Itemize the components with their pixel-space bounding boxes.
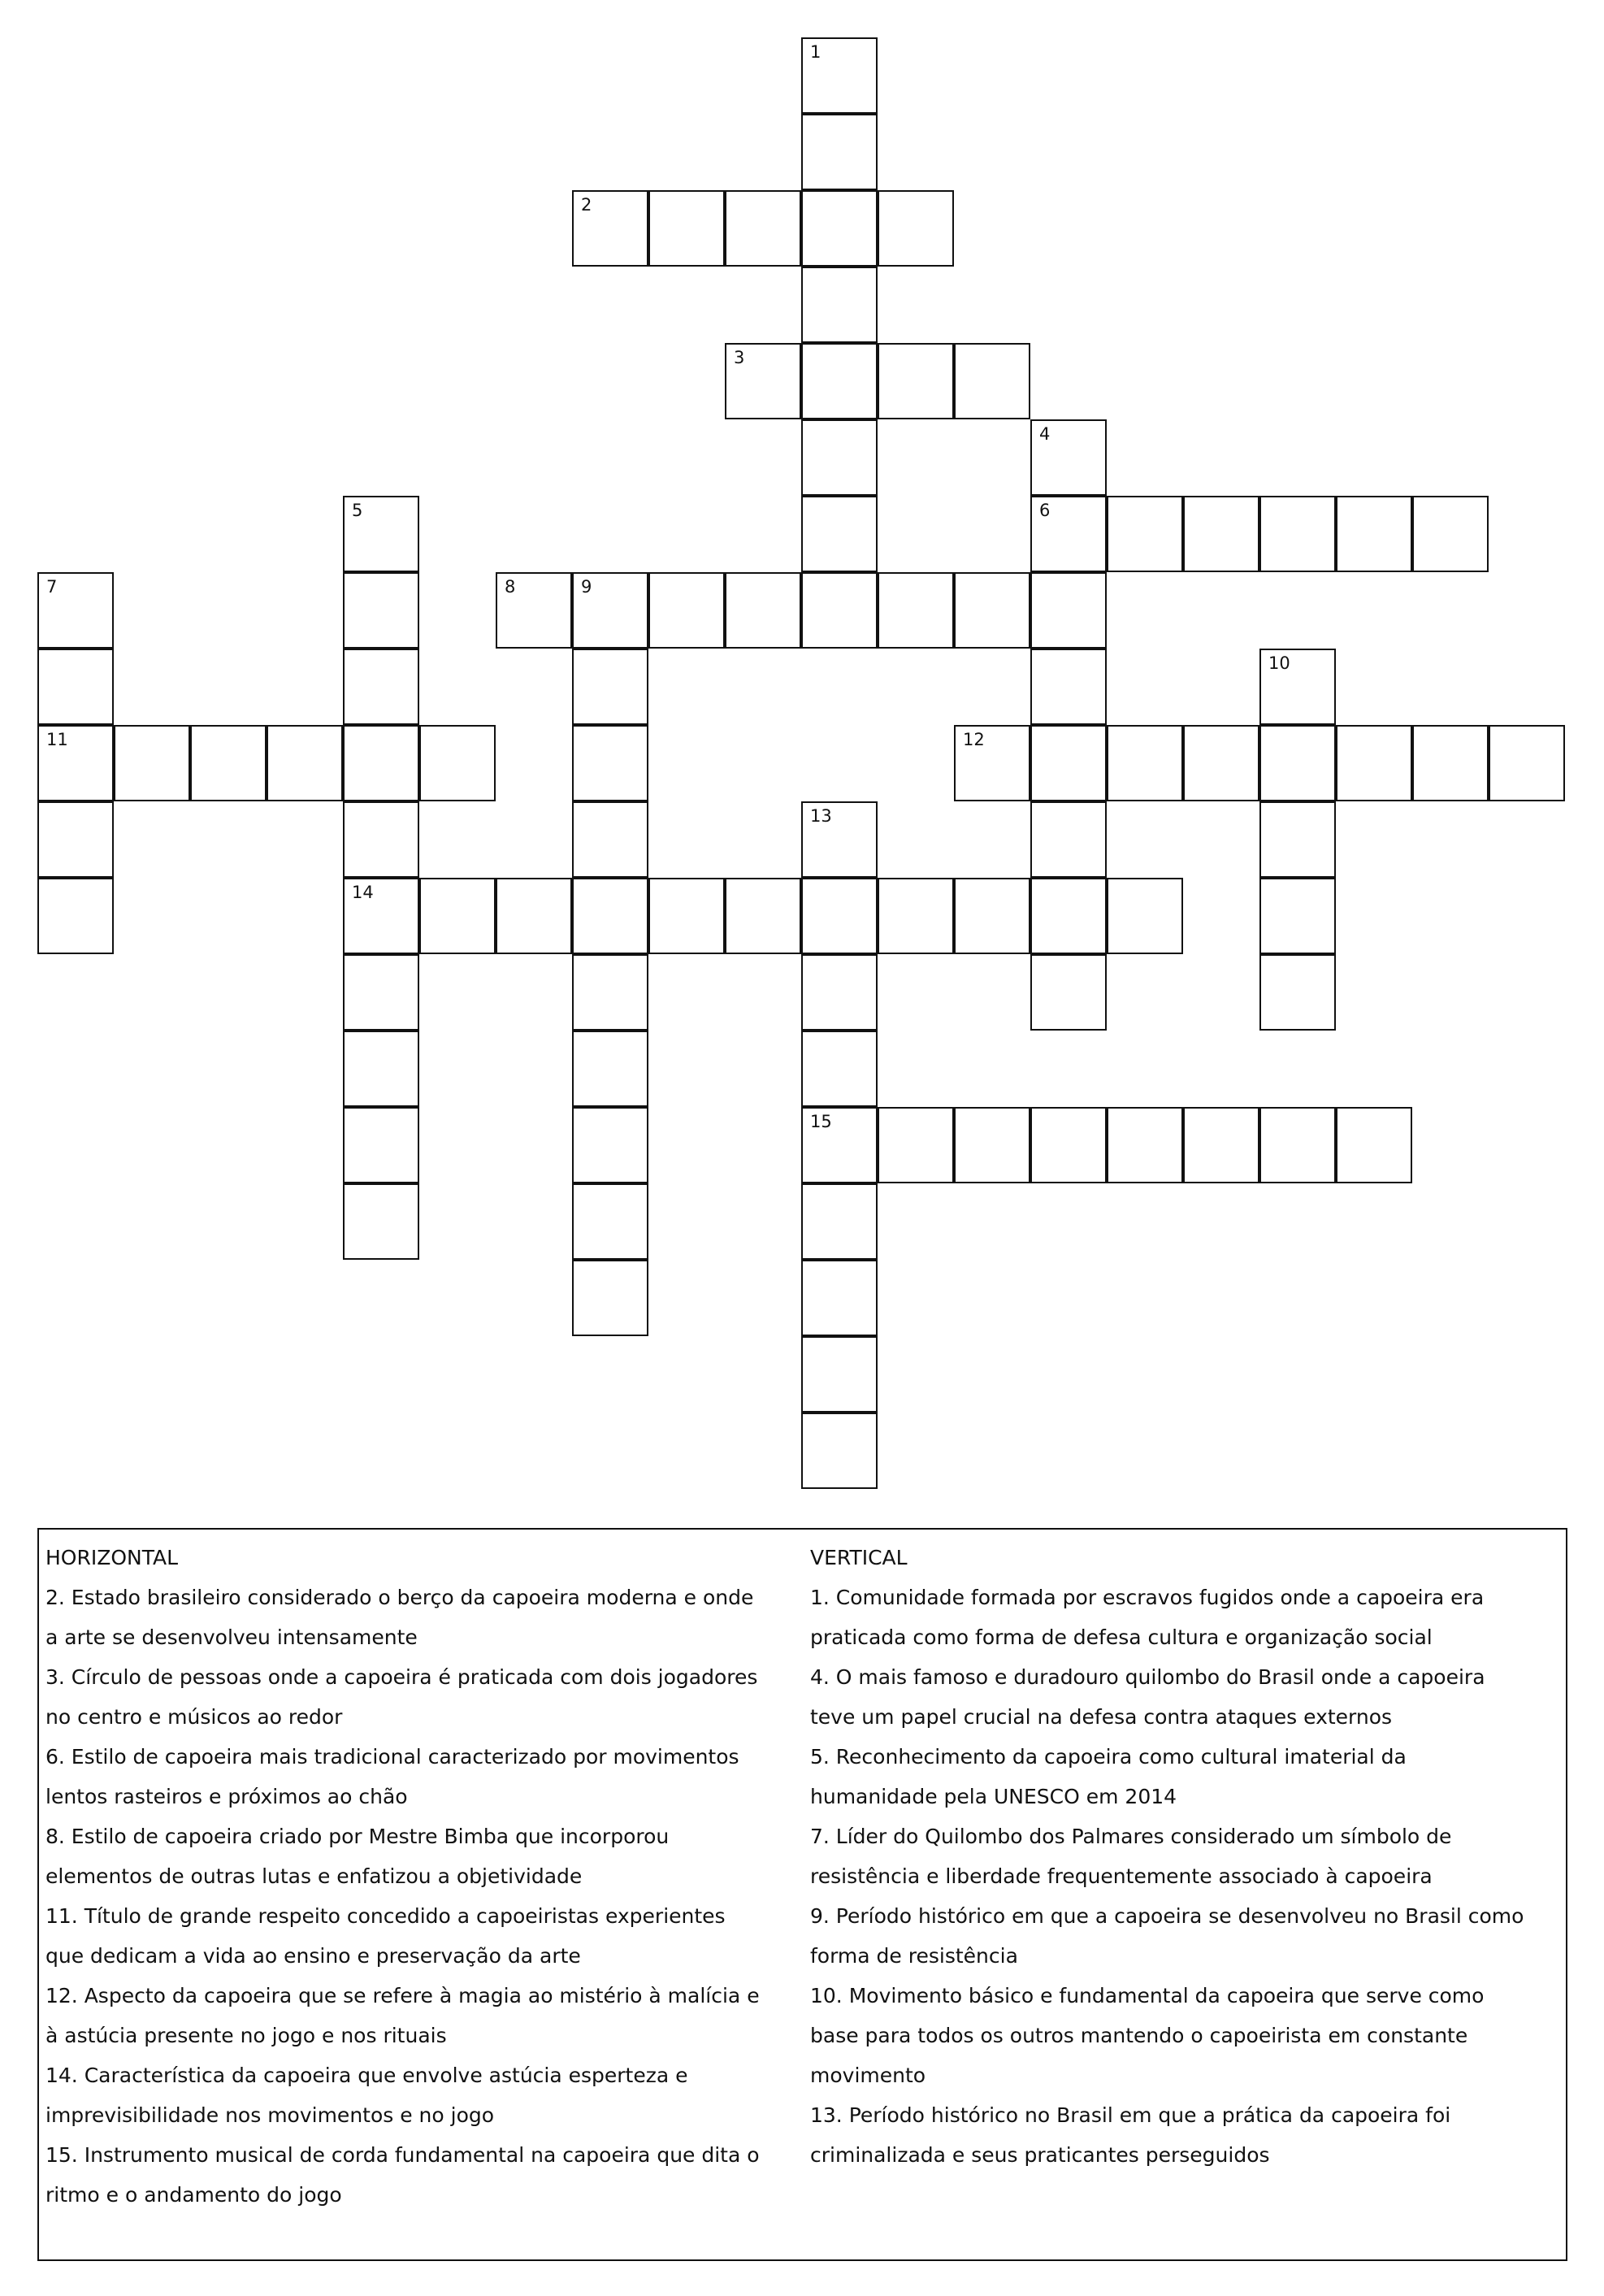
horizontal-clues	[46, 1538, 761, 2215]
clue-h14: 14. Característica da capoeira que envolve astúcia esperteza e imprevisibilidade nos movimentos e no jogo	[46, 2064, 688, 2127]
grid-cell[interactable]	[878, 190, 954, 267]
grid-cell[interactable]	[801, 267, 878, 343]
clue-number: 14	[352, 883, 374, 902]
clue-v13: 13. Período histórico no Brasil em que a prática da capoeira foi criminalizada e seus praticantes perseguidos	[810, 2103, 1451, 2167]
grid-cell[interactable]	[648, 190, 725, 267]
clue-h15: 15. Instrumento musical de corda fundamental na capoeira que dita o ritmo e o andamento do jogo	[46, 2143, 760, 2207]
clue-number: 8	[505, 577, 516, 597]
grid-cell[interactable]	[267, 725, 343, 801]
grid-cell[interactable]	[725, 190, 801, 267]
grid-cell[interactable]	[801, 954, 878, 1031]
clue-v1: 1. Comunidade formada por escravos fugidos onde a capoeira era praticada como forma de defesa cultura e organização social	[810, 1586, 1485, 1649]
grid-cell[interactable]	[1030, 496, 1107, 572]
grid-cell[interactable]	[1030, 801, 1107, 878]
grid-cell[interactable]	[343, 649, 419, 725]
grid-cell[interactable]	[801, 1336, 878, 1413]
clue-number: 2	[581, 195, 592, 215]
grid-cell[interactable]	[878, 572, 954, 649]
grid-cell[interactable]	[37, 572, 114, 649]
grid-cell[interactable]	[954, 1107, 1030, 1183]
clue-number: 9	[581, 577, 592, 597]
grid-cell[interactable]	[1183, 1107, 1259, 1183]
clue-number: 5	[352, 501, 363, 520]
grid-cell[interactable]	[572, 801, 648, 878]
grid-cell[interactable]	[496, 878, 572, 954]
grid-cell[interactable]	[1412, 496, 1489, 572]
grid-cell[interactable]	[419, 878, 496, 954]
grid-cell[interactable]	[1259, 496, 1336, 572]
clue-number: 4	[1039, 424, 1051, 444]
grid-cell[interactable]	[725, 572, 801, 649]
grid-cell[interactable]	[572, 1031, 648, 1107]
grid-cell[interactable]	[1336, 725, 1412, 801]
grid-cell[interactable]	[1030, 649, 1107, 725]
clue-number: 3	[734, 348, 745, 367]
grid-cell[interactable]	[725, 878, 801, 954]
grid-cell[interactable]	[648, 572, 725, 649]
grid-cell[interactable]	[37, 878, 114, 954]
grid-cell[interactable]	[572, 1107, 648, 1183]
grid-cell[interactable]	[954, 725, 1030, 801]
grid-cell[interactable]	[343, 572, 419, 649]
grid-cell[interactable]	[343, 725, 419, 801]
grid-cell[interactable]	[572, 190, 648, 267]
grid-cell[interactable]	[801, 801, 878, 878]
grid-cell[interactable]	[343, 1031, 419, 1107]
grid-cell[interactable]	[648, 878, 725, 954]
grid-cell[interactable]	[801, 37, 878, 114]
grid-cell[interactable]	[114, 725, 190, 801]
clue-h11: 11. Título de grande respeito concedido a capoeiristas experientes que dedicam a vida ao ensino e preservação da arte	[46, 1904, 726, 1968]
grid-cell[interactable]	[1030, 419, 1107, 496]
grid-cell[interactable]	[419, 725, 496, 801]
grid-cell[interactable]	[954, 572, 1030, 649]
grid-cell[interactable]	[572, 572, 648, 649]
grid-cell[interactable]	[1259, 725, 1336, 801]
grid-cell[interactable]	[801, 419, 878, 496]
grid-cell[interactable]	[878, 878, 954, 954]
grid-cell[interactable]	[343, 496, 419, 572]
grid-cell[interactable]	[801, 190, 878, 267]
grid-cell[interactable]	[801, 1183, 878, 1260]
clue-number: 6	[1039, 501, 1051, 520]
grid-cell[interactable]	[1412, 725, 1489, 801]
grid-cell[interactable]	[343, 878, 419, 954]
clue-number: 11	[46, 730, 68, 749]
grid-cell[interactable]	[1030, 954, 1107, 1031]
grid-cell[interactable]	[1259, 954, 1336, 1031]
clue-v9: 9. Período histórico em que a capoeira se desenvolveu no Brasil como forma de resistência	[810, 1904, 1524, 1968]
grid-cell[interactable]	[801, 1107, 878, 1183]
grid-cell[interactable]	[572, 1183, 648, 1260]
grid-cell[interactable]	[878, 1107, 954, 1183]
grid-cell[interactable]	[1107, 496, 1183, 572]
grid-cell[interactable]	[1030, 572, 1107, 649]
grid-cell[interactable]	[496, 572, 572, 649]
grid-cell[interactable]	[572, 1260, 648, 1336]
grid-cell[interactable]	[343, 954, 419, 1031]
grid-cell[interactable]	[343, 1183, 419, 1260]
clue-h12: 12. Aspecto da capoeira que se refere à magia ao mistério à malícia e à astúcia presente no jogo e nos rituais	[46, 1984, 760, 2047]
grid-cell[interactable]	[801, 1260, 878, 1336]
grid-cell[interactable]	[37, 801, 114, 878]
grid-cell[interactable]	[572, 878, 648, 954]
grid-cell[interactable]	[1107, 725, 1183, 801]
grid-cell[interactable]	[954, 343, 1030, 419]
grid-cell[interactable]	[572, 725, 648, 801]
horizontal-heading: HORIZONTAL	[46, 1546, 179, 1569]
grid-cell[interactable]	[1259, 1107, 1336, 1183]
clue-number: 7	[46, 577, 58, 597]
grid-cell[interactable]	[801, 1031, 878, 1107]
clue-number: 15	[810, 1112, 832, 1131]
grid-cell[interactable]	[1259, 878, 1336, 954]
grid-cell[interactable]	[1183, 725, 1259, 801]
grid-cell[interactable]	[801, 878, 878, 954]
grid-cell[interactable]	[1030, 725, 1107, 801]
grid-cell[interactable]	[1030, 878, 1107, 954]
clue-v10: 10. Movimento básico e fundamental da capoeira que serve como base para todos os outros mantendo o capoeirista em constante movimento	[810, 1984, 1485, 2087]
grid-cell[interactable]	[801, 114, 878, 190]
grid-cell[interactable]	[1336, 496, 1412, 572]
clue-h3: 3. Círculo de pessoas onde a capoeira é praticada com dois jogadores no centro e músicos ao redor	[46, 1665, 758, 1729]
clue-v4: 4. O mais famoso e duradouro quilombo do Brasil onde a capoeira teve um papel crucial na defesa contra ataques externos	[810, 1665, 1485, 1729]
clue-h8: 8. Estilo de capoeira criado por Mestre Bimba que incorporou elementos de outras lutas e enfatizou a objetividade	[46, 1825, 670, 1888]
clue-number: 10	[1268, 653, 1290, 673]
grid-cell[interactable]	[1107, 1107, 1183, 1183]
grid-cell[interactable]	[572, 649, 648, 725]
grid-cell[interactable]	[1259, 801, 1336, 878]
vertical-clues	[810, 1538, 1525, 2175]
grid-cell[interactable]	[801, 1413, 878, 1489]
clue-number: 13	[810, 806, 832, 826]
vertical-heading: VERTICAL	[810, 1546, 908, 1569]
grid-cell[interactable]	[190, 725, 267, 801]
grid-cell[interactable]	[1489, 725, 1565, 801]
clues-box	[37, 1528, 1567, 2261]
grid-cell[interactable]	[1107, 878, 1183, 954]
grid-cell[interactable]	[954, 878, 1030, 954]
clue-h2: 2. Estado brasileiro considerado o berço da capoeira moderna e onde a arte se desenvolveu intensamente	[46, 1586, 754, 1649]
grid-cell[interactable]	[1336, 1107, 1412, 1183]
grid-cell[interactable]	[1030, 1107, 1107, 1183]
grid-cell[interactable]	[801, 572, 878, 649]
grid-cell[interactable]	[801, 496, 878, 572]
grid-cell[interactable]	[343, 1107, 419, 1183]
clue-v7: 7. Líder do Quilombo dos Palmares considerado um símbolo de resistência e liberdade frequentemente associado à capoeira	[810, 1825, 1452, 1888]
grid-cell[interactable]	[725, 343, 801, 419]
grid-cell[interactable]	[37, 725, 114, 801]
clue-h6: 6. Estilo de capoeira mais tradicional caracterizado por movimentos lentos rasteiros e próximos ao chão	[46, 1745, 739, 1808]
clue-number: 12	[963, 730, 985, 749]
grid-cell[interactable]	[343, 801, 419, 878]
grid-cell[interactable]	[801, 343, 878, 419]
grid-cell[interactable]	[37, 649, 114, 725]
grid-cell[interactable]	[878, 343, 954, 419]
grid-cell[interactable]	[572, 954, 648, 1031]
clue-number: 1	[810, 42, 822, 62]
grid-cell[interactable]	[1183, 496, 1259, 572]
clue-v5: 5. Reconhecimento da capoeira como cultural imaterial da humanidade pela UNESCO em 2014	[810, 1745, 1407, 1808]
grid-cell[interactable]	[1259, 649, 1336, 725]
